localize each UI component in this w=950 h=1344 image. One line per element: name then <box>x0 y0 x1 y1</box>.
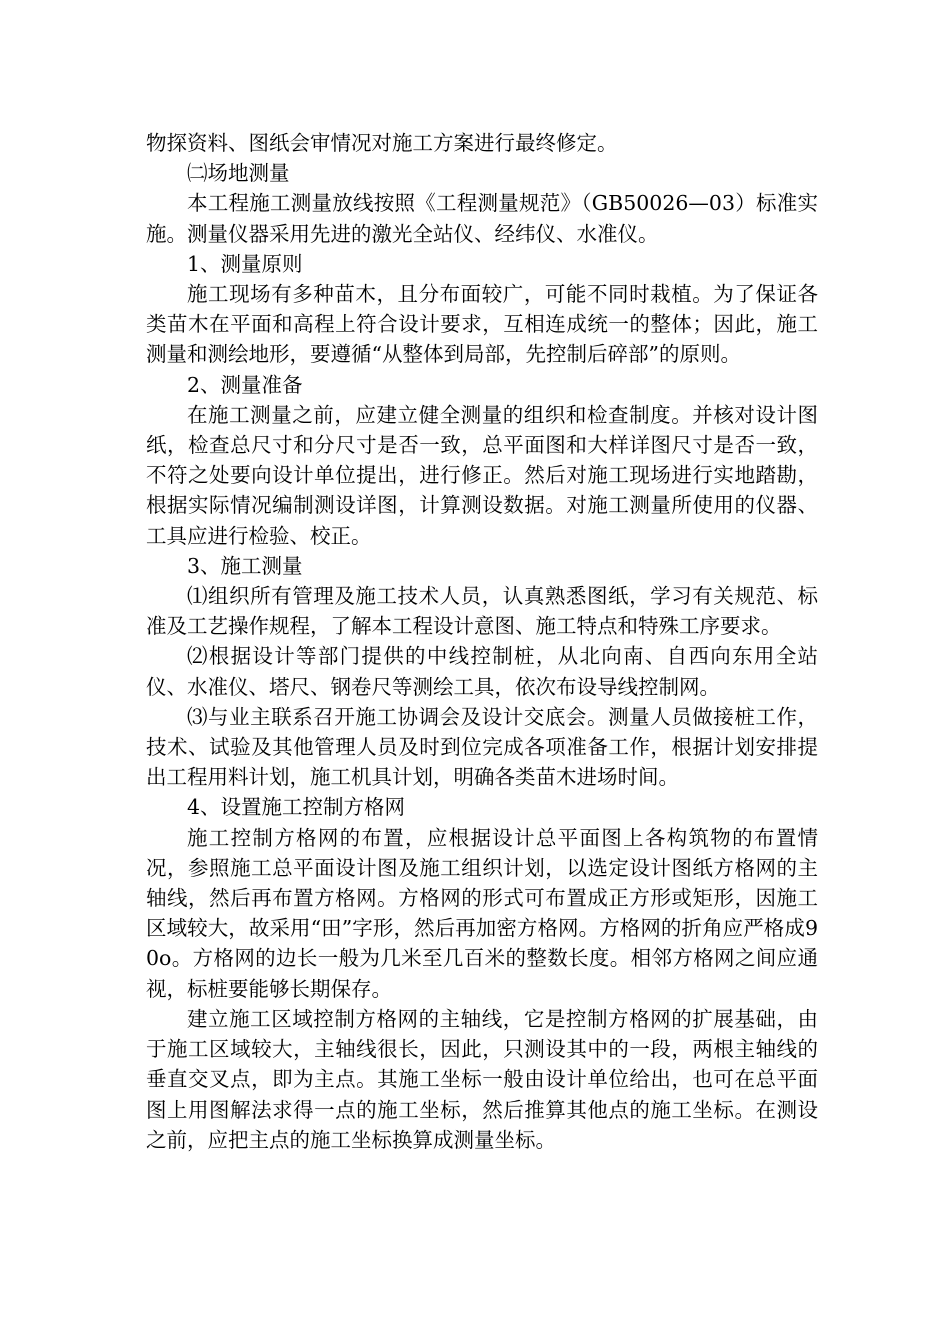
paragraph-survey-principle: 施工现场有多种苗木，且分布面较广，可能不同时栽植。为了保证各类苗木在平面和高程上符合设计要求，互相连成统一的整体；因此，施工测量和测绘地形，要遵循“从整体到局部，先控制后碎部”的原则。 <box>146 282 818 367</box>
paragraph-continuation: 物探资料、图纸会审情况对施工方案进行最终修定。 <box>146 131 618 155</box>
paragraph-survey-preparation: 在施工测量之前，应建立健全测量的组织和检查制度。并核对设计图纸，检查总尺寸和分尺寸是否一致，总平面图和大样详图尺寸是否一致，不符之处要向设计单位提出，进行修正。然后对施工现场进行实地踏勘，根据实际情况编制测设详图，计算测设数据。对施工测量所使用的仪器、工具应进行检验、校正。 <box>146 402 818 548</box>
subheading-construction-survey: 3、施工测量 <box>187 553 303 578</box>
section-heading-site-survey: ㈡场地测量 <box>187 161 290 186</box>
paragraph-control-grid-layout: 施工控制方格网的布置，应根据设计总平面图上各构筑物的布置情况，参照施工总平面设计图及施工组织计划，以选定设计图纸方格网的主轴线，然后再布置方格网。方格网的形式可布置成正方形或矩形，因施工区域较大，故采用“田”字形，然后再加密方格网。方格网的折角应严格成90o。方格网的边长一般为几米至几百米的整数长度。相邻方格网之间应通视，标桩要能够长期保存。 <box>146 825 818 1001</box>
subheading-survey-preparation: 2、测量准备 <box>187 372 303 397</box>
list-item-3: ⑶与业主联系召开施工协调会及设计交底会。测量人员做接桩工作，技术、试验及其他管理人员及时到位完成各项准备工作，根据计划安排提出工程用料计划，施工机具计划，明确各类苗木进场时间。 <box>146 704 818 790</box>
list-item-1: ⑴组织所有管理及施工技术人员，认真熟悉图纸，学习有关规范、标准及工艺操作规程，了解本工程设计意图、施工特点和特殊工序要求。 <box>146 584 818 639</box>
paragraph-main-axis: 建立施工区域控制方格网的主轴线，它是控制方格网的扩展基础，由于施工区域较大，主轴线很长，因此，只测设其中的一段，两根主轴线的垂直交叉点，即为主点。其施工坐标一般由设计单位给出，也可在总平面图上用图解法求得一点的施工坐标，然后推算其他点的施工坐标。在测设之前，应把主点的施工坐标换算成测量坐标。 <box>146 1006 818 1152</box>
document-page <box>146 128 818 1155</box>
list-item-2: ⑵根据设计等部门提供的中线控制桩，从北向南、自西向东用全站仪、水准仪、塔尺、钢卷尺等测绘工具，依次布设导线控制网。 <box>146 644 818 699</box>
paragraph-survey-standard: 本工程施工测量放线按照《工程测量规范》（GB50026—03）标准实施。测量仪器采用先进的激光全站仪、经纬仪、水准仪。 <box>146 191 818 246</box>
subheading-control-grid: 4、设置施工控制方格网 <box>187 795 406 820</box>
subheading-survey-principle: 1、测量原则 <box>187 251 303 276</box>
